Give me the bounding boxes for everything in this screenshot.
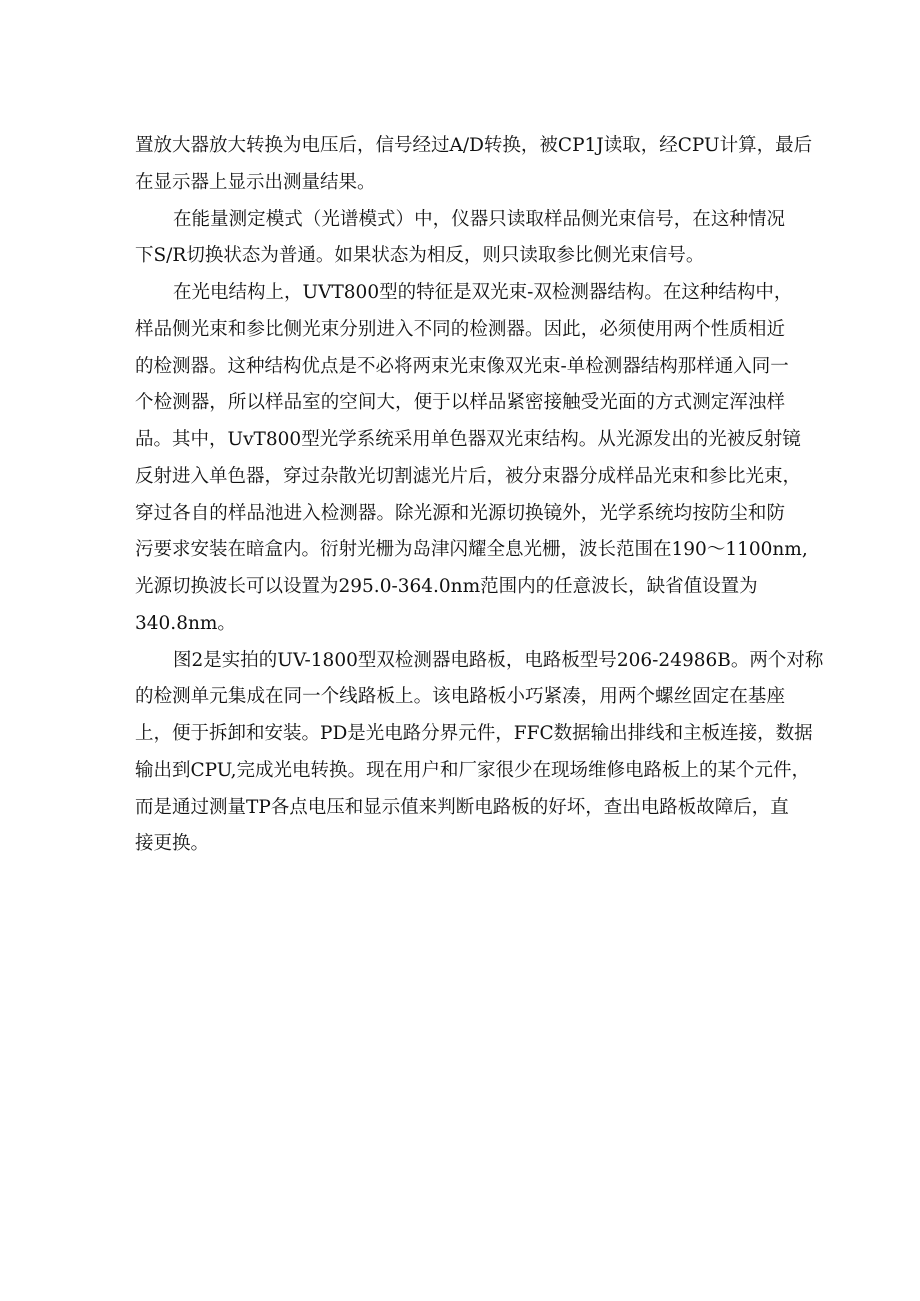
text-line: 品。其中，UvT800型光学系统采用单色器双光束结构。从光源发出的光被反射镜	[135, 429, 801, 450]
text-line: 下S/R切换状态为普通。如果状态为相反，则只读取参比侧光束信号。	[135, 245, 705, 267]
text-line: 污要求安装在暗盒内。衍射光栅为岛津闪耀全息光栅，波长范围在190～1100nm,	[135, 539, 808, 561]
text-line: 在能量测定模式（光谱模式）中，仪器只读取样品侧光束信号，在这种情况	[173, 208, 785, 230]
text-line: 个检测器，所以样品室的空间大，便于以样品紧密接触受光面的方式测定浑浊样	[135, 392, 785, 414]
text-line: 样品侧光束和参比侧光束分别进入不同的检测器。因此，必须使用两个性质相近	[135, 318, 785, 340]
text-line: 光源切换波长可以设置为295.0-364.0nm范围内的任意波长，缺省值设置为	[135, 576, 758, 597]
text-line: 反射进入单色器，穿过杂散光切割滤光片后，被分束器分成样品光束和参比光束，	[135, 465, 802, 487]
body-text	[135, 128, 824, 863]
text-line: 输出到CPU,完成光电转换。现在用户和厂家很少在现场维修电路板上的某个元件，	[135, 759, 811, 781]
text-line: 的检测单元集成在同一个线路板上。该电路板小巧紧凑，用两个螺丝固定在基座	[135, 686, 785, 708]
text-line: 置放大器放大转换为电压后，信号经过A/D转换，被CP1J读取，经CPU计算，最后	[135, 135, 813, 156]
text-line: 在光电结构上，UVT800型的特征是双光束-双检测器结构。在这种结构中，	[173, 282, 793, 303]
text-line: 图2是实拍的UV-1800型双检测器电路板，电路板型号206-24986B。两个对称	[173, 649, 824, 671]
text-line: 的检测器。这种结构优点是不必将两束光束像双光束-单检测器结构那样通入同一	[135, 355, 789, 377]
text-line: 上，便于拆卸和安装。PD是光电路分界元件，FFC数据输出排线和主板连接，数据	[135, 723, 813, 744]
text-line: 340.8nm。	[135, 612, 236, 634]
text-line: 接更换。	[135, 833, 210, 855]
text-line: 而是通过测量TP各点电压和显示值来判断电路板的好坏，查出电路板故障后，直	[135, 796, 789, 818]
text-line: 穿过各自的样品池进入检测器。除光源和光源切换镜外，光学系统均按防尘和防	[135, 502, 785, 524]
text-line: 在显示器上显示出测量结果。	[135, 171, 376, 193]
